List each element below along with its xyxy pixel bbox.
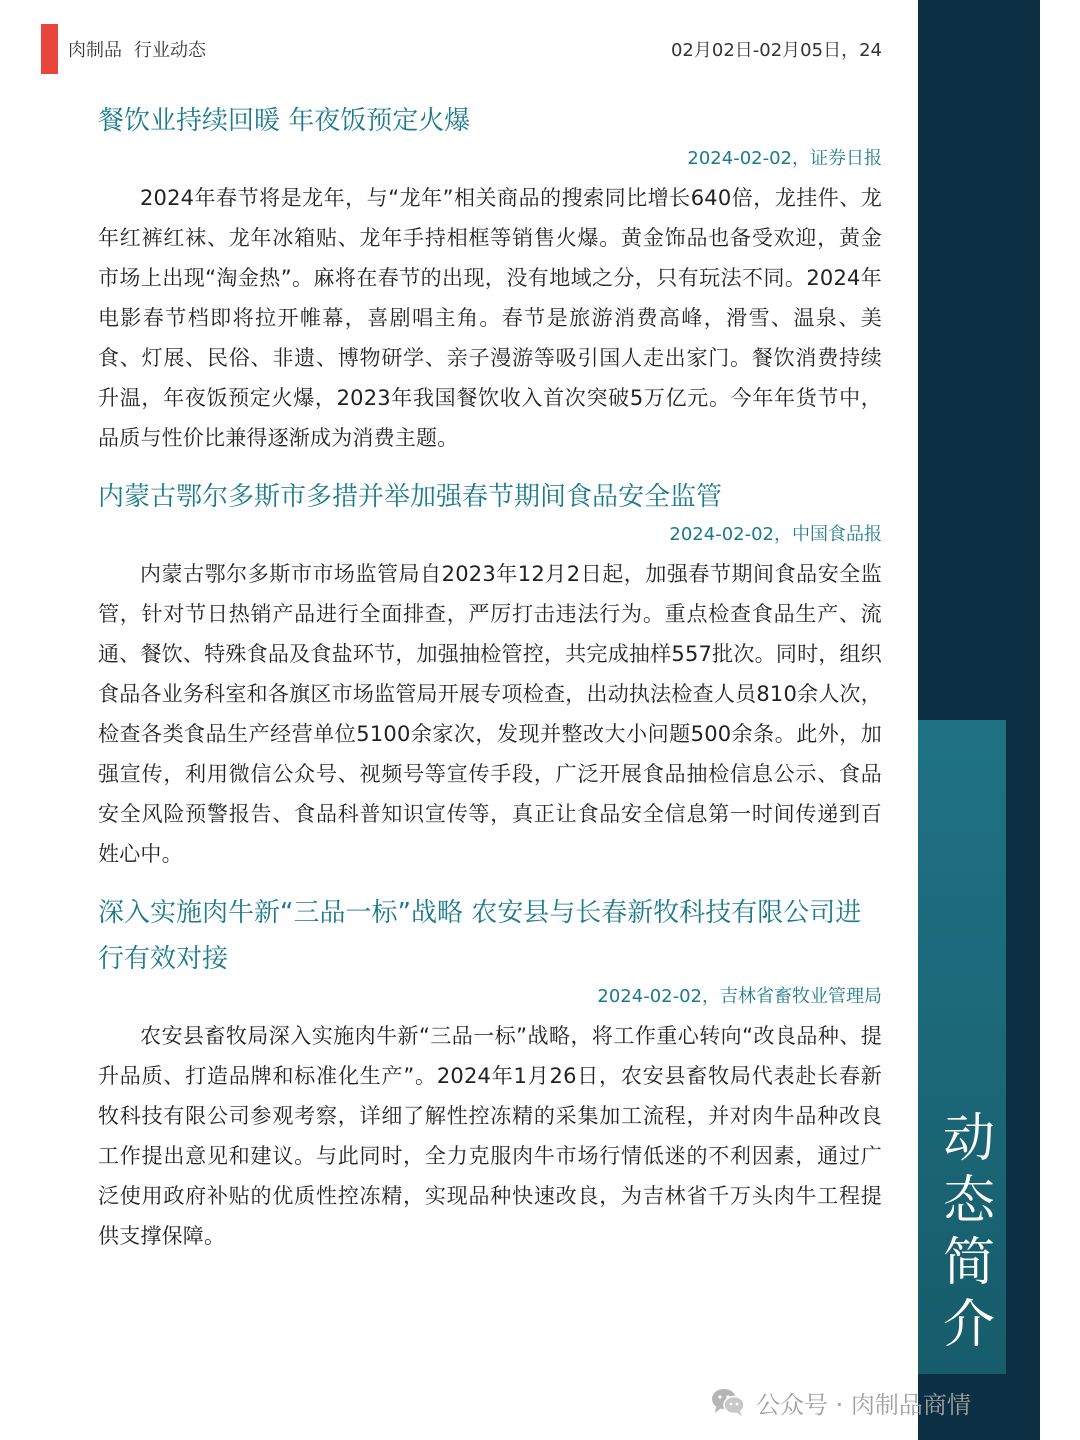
article-title: 内蒙古鄂尔多斯市多措并举加强春节期间食品安全监管 xyxy=(98,482,723,512)
header-section-label: 行业动态 xyxy=(134,40,206,61)
header-accent-bar xyxy=(41,24,58,74)
article-title: 餐饮业持续回暖 年夜饭预定火爆 xyxy=(98,106,471,136)
footer-watermark xyxy=(710,1384,971,1420)
sidebar-title-char: 态 xyxy=(942,1171,995,1231)
header-category-label: 肉制品 xyxy=(68,40,122,61)
sidebar-title-char: 简 xyxy=(942,1233,995,1293)
header-category xyxy=(68,36,206,62)
article-meta: 2024-02-02，中国食品报 xyxy=(669,524,882,545)
article-body: 2024年春节将是龙年，与“龙年”相关商品的搜索同比增长640倍，龙挂件、龙年红裤红袜、龙年冰箱贴、龙年手持相框等销售火爆。黄金饰品也备受欢迎，黄金市场上出现“淘金热”。麻将在春节的出现，没有地域之分，只有玩法不同。2024年电影春节档即将拉开帷幕，喜剧唱主角。春节是旅游消费高峰，滑雪、温泉、美食、灯展、民俗、非遗、博物研学、亲子漫游等吸引国人走出家门。餐饮消费持续升温，年夜饭预定火爆，2023年我国餐饮收入首次突破5万亿元。今年年货节中，品质与性价比兼得逐渐成为消费主题。 xyxy=(98,186,882,450)
sidebar-title xyxy=(918,1108,1020,1356)
article-meta: 2024-02-02，证券日报 xyxy=(687,148,882,169)
sidebar-title-char: 介 xyxy=(942,1295,995,1355)
article xyxy=(98,474,882,874)
article-title: 深入实施肉牛新“三品一标”战略 农安县与长春新牧科技有限公司进行有效对接 xyxy=(98,898,862,974)
sidebar-title-char: 动 xyxy=(942,1109,995,1169)
header-date-range: 02月02日-02月05日，24 xyxy=(670,40,882,61)
article-meta: 2024-02-02，吉林省畜牧业管理局 xyxy=(597,986,882,1007)
article xyxy=(98,890,882,1256)
article-list xyxy=(98,98,882,1256)
article xyxy=(98,98,882,458)
article-body: 内蒙古鄂尔多斯市市场监管局自2023年12月2日起，加强春节期间食品安全监管，针对节日热销产品进行全面排查，严厉打击违法行为。重点检查食品生产、流通、餐饮、特殊食品及食盐环节，加强抽检管控，共完成抽样557批次。同时，组织食品各业务科室和各旗区市场监管局开展专项检查，出动执法检查人员810余人次，检查各类食品生产经营单位5100余家次，发现并整改大小问题500余条。此外，加强宣传，利用微信公众号、视频号等宣传手段，广泛开展食品抽检信息公示、食品安全风险预警报告、食品科普知识宣传等，真正让食品安全信息第一时间传递到百姓心中。 xyxy=(98,562,882,866)
footer-text: 公众号 · 肉制品商情 xyxy=(756,1390,971,1419)
article-body: 农安县畜牧局深入实施肉牛新“三品一标”战略，将工作重心转向“改良品种、提升品质、打造品牌和标准化生产”。2024年1月26日，农安县畜牧局代表赴长春新牧科技有限公司参观考察，详细了解性控冻精的采集加工流程，并对肉牛品种改良工作提出意见和建议。与此同时，全力克服肉牛市场行情低迷的不利因素，通过广泛使用政府补贴的优质性控冻精，实现品种快速改良，为吉林省千万头肉牛工程提供支撑保障。 xyxy=(98,1024,882,1248)
wechat-icon xyxy=(710,1386,746,1418)
